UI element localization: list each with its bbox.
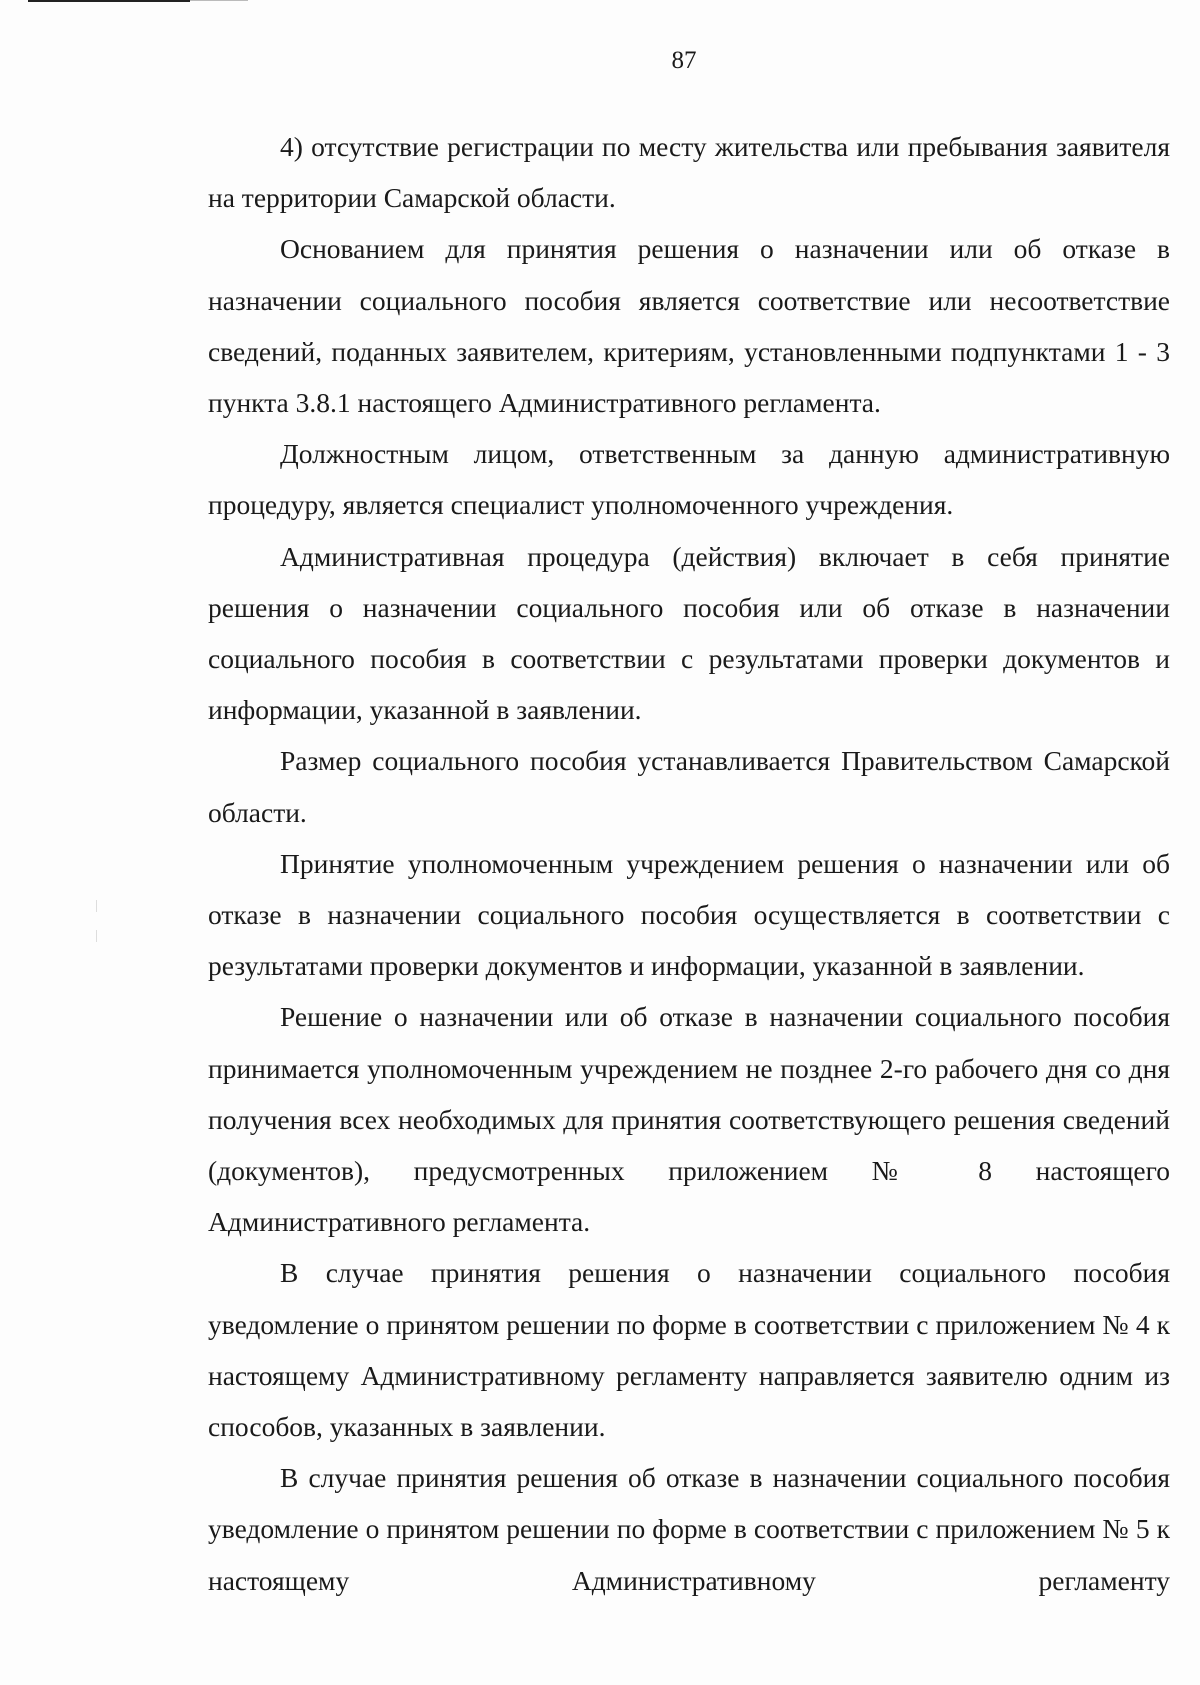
paragraph-decision-adoption: Принятие уполномоченным учреждением решения о назначении или об отказе в назначении социального пособия осуществляется в соответствии с результатами проверки документов и информации, указанной в заявлении. xyxy=(208,847,1170,982)
page-number: 87 xyxy=(671,47,697,74)
paragraph-procedure-scope: Административная процедура (действия) включает в себя принятие решения о назначении социального пособия или об отказе в назначении социального пособия в соответствии с результатами проверки документов и информации, указанной в заявлении. xyxy=(208,540,1170,726)
paragraph-responsible-official: Должностным лицом, ответственным за данную административную процедуру, является специалист уполномоченного учреждения. xyxy=(208,438,1170,521)
scan-corner-line-faint xyxy=(190,0,248,1)
paragraph-decision-basis: Основанием для принятия решения о назначении или об отказе в назначении социального пособия является соответствие или несоответствие сведений, поданных заявителем, критериям, установленными подпунктами 1 - 3 пункта 3.8.1 настоящего Административного регламента. xyxy=(208,233,1170,419)
document-body xyxy=(208,121,1170,1606)
paragraph-refusal-reason-4: 4) отсутствие регистрации по месту жительства или пребывания заявителя на территории Самарской области. xyxy=(208,131,1170,214)
paragraph-allowance-amount: Размер социального пособия устанавливается Правительством Самарской области. xyxy=(208,745,1170,828)
paragraph-approval-notification: В случае принятия решения о назначении социального пособия уведомление о принятом решении по форме в соответствии с приложением № 4 к настоящему Административному регламенту направляется заявителю одним из способов, указанных в заявлении. xyxy=(208,1257,1170,1443)
paragraph-decision-deadline: Решение о назначении или об отказе в назначении социального пособия принимается уполномоченным учреждением не позднее 2-го рабочего дня со дня получения всех необходимых для принятия соответствующего решения сведений (документов), предусмотренных приложением № 8 настоящего Административного регламента. xyxy=(208,1001,1170,1238)
scan-margin-artifact xyxy=(96,900,97,960)
paragraph-refusal-notification: В случае принятия решения об отказе в назначении социального пособия уведомление о принятом решении по форме в соответствии с приложением № 5 к настоящему Административному регламенту xyxy=(208,1462,1170,1596)
scan-corner-line xyxy=(28,0,190,2)
